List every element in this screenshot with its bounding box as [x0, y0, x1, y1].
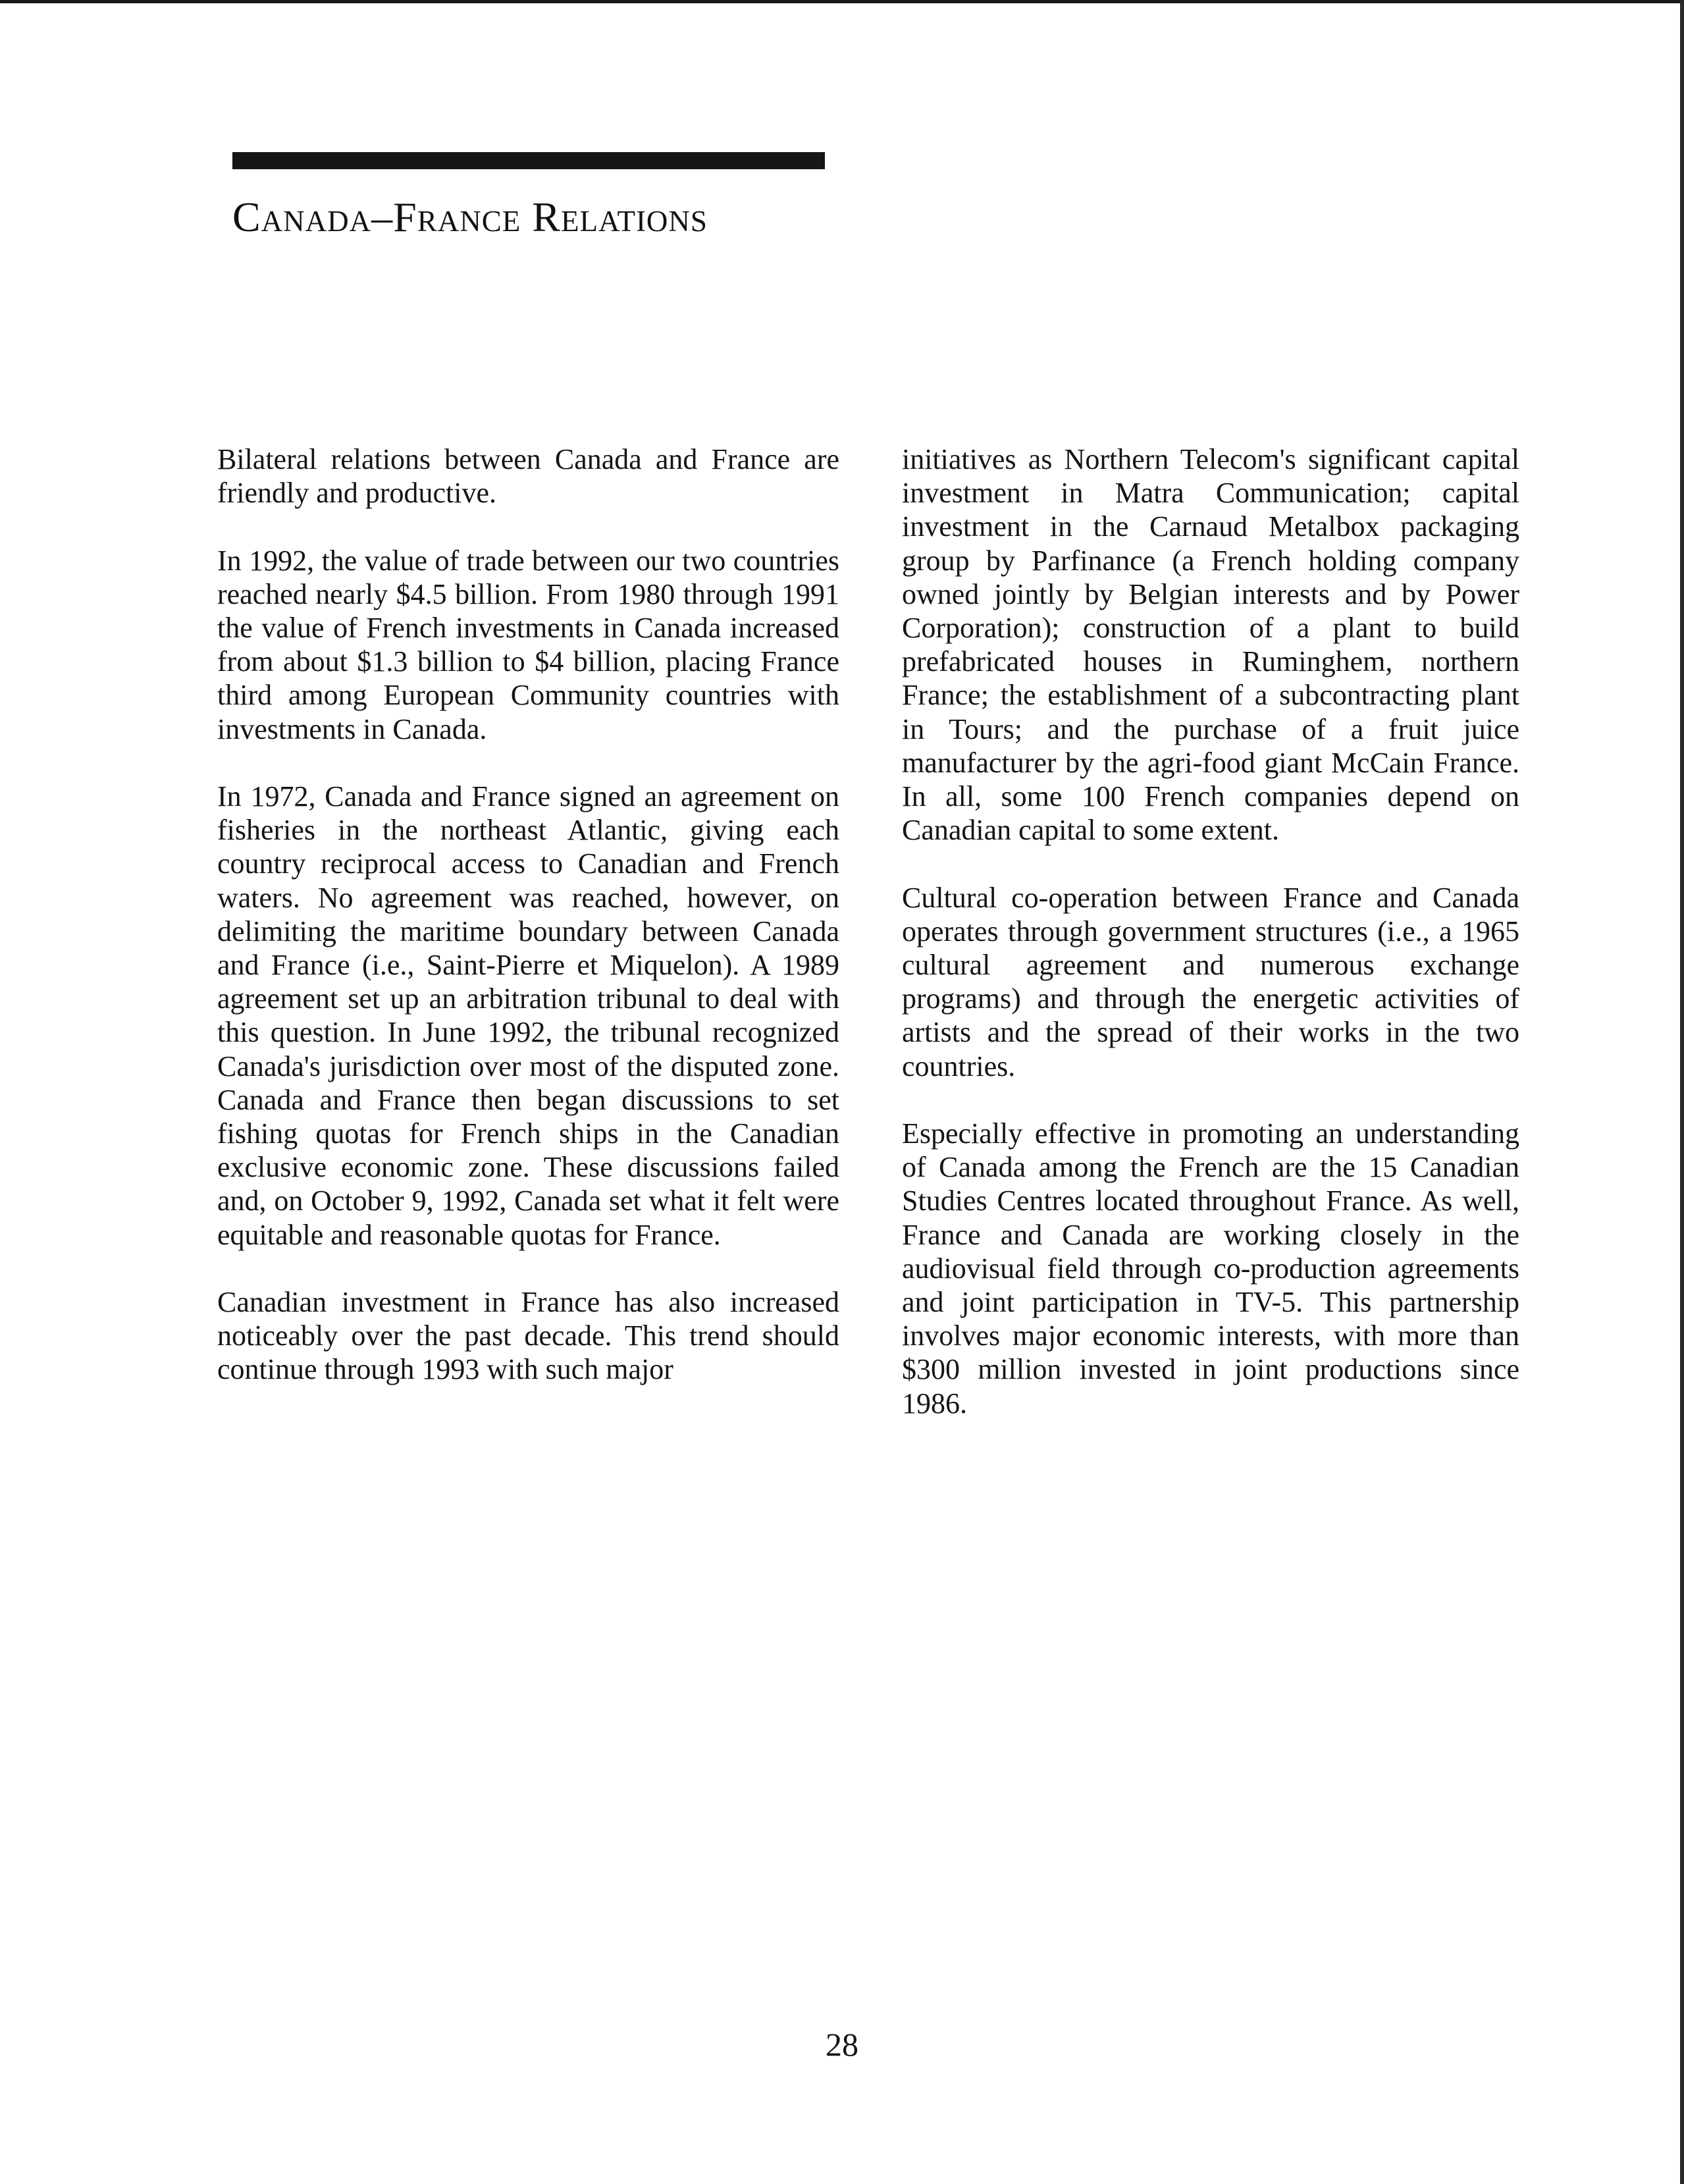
paragraph-fisheries-agreement: In 1972, Canada and France signed an agreement on fisheries in the northeast Atlantic, giving each country reciprocal access to Canadian and French waters. No agreement was reached, however, on delimiting the maritime boundary between Canada and France (i.e., Saint-Pierre et Miquelon). A 1989 agreement set up an arbitration tribunal to deal with this question. In June 1992, the tribunal recognized Canada's jurisdiction over most of the disputed zone. Canada and France then began discussions to set fishing quotas for French ships in the Canadian exclusive economic zone. These discussions failed and, on October 9, 1992, Canada set what it felt were equitable and reasonable quotas for France. [217, 780, 839, 1251]
paragraph-canadian-investment: Canadian investment in France has also increased noticeably over the past decade. This trend should continue through 1993 with such major [217, 1286, 839, 1386]
heading-bar [232, 152, 825, 169]
paragraph-cultural-cooperation: Cultural co-operation between France and Canada operates through government structures (i.e., a 1965 cultural agreement and numerous exchange programs) and through the energetic activities of artists and the spread of their works in the two countries. [902, 881, 1519, 1082]
paragraph-trade-value: In 1992, the value of trade between our two countries reached nearly $4.5 billion. From 1980 through 1991 the value of French investments in Canada increased from about $1.3 billion to $4 billion, placing France third among European Community countries with investments in Canada. [217, 544, 839, 745]
paragraph-canadian-studies: Especially effective in promoting an understanding of Canada among the French are the 15 Canadian Studies Centres located throughout France. As well, France and Canada are working closely in the audiovisual field through co-production agreements and joint participation in TV-5. This partnership involves major economic interests, with more than $300 million invested in joint productions since 1986. [902, 1117, 1519, 1420]
page-title: Canada–France Relations [232, 194, 708, 240]
left-column [217, 442, 839, 1420]
page-number: 28 [826, 2026, 858, 2063]
paragraph-investment-initiatives: initiatives as Northern Telecom's significant capital investment in Matra Communication; capital investment in the Carnaud Metalbox packaging group by Parfinance (a French holding company owned jointly by Belgian interests and by Power Corporation); construction of a plant to build prefabricated houses in Ruminghem, northern France; the establishment of a subcontracting plant in Tours; and the purchase of a fruit juice manufacturer by the agri-food giant McCain France. In all, some 100 French companies depend on Canadian capital to some extent. [902, 443, 1519, 847]
paragraph-bilateral-relations: Bilateral relations between Canada and France are friendly and productive. [217, 443, 839, 510]
right-column [902, 442, 1519, 1454]
right-edge-rule [1680, 0, 1684, 2184]
top-edge-rule [0, 0, 1684, 3]
